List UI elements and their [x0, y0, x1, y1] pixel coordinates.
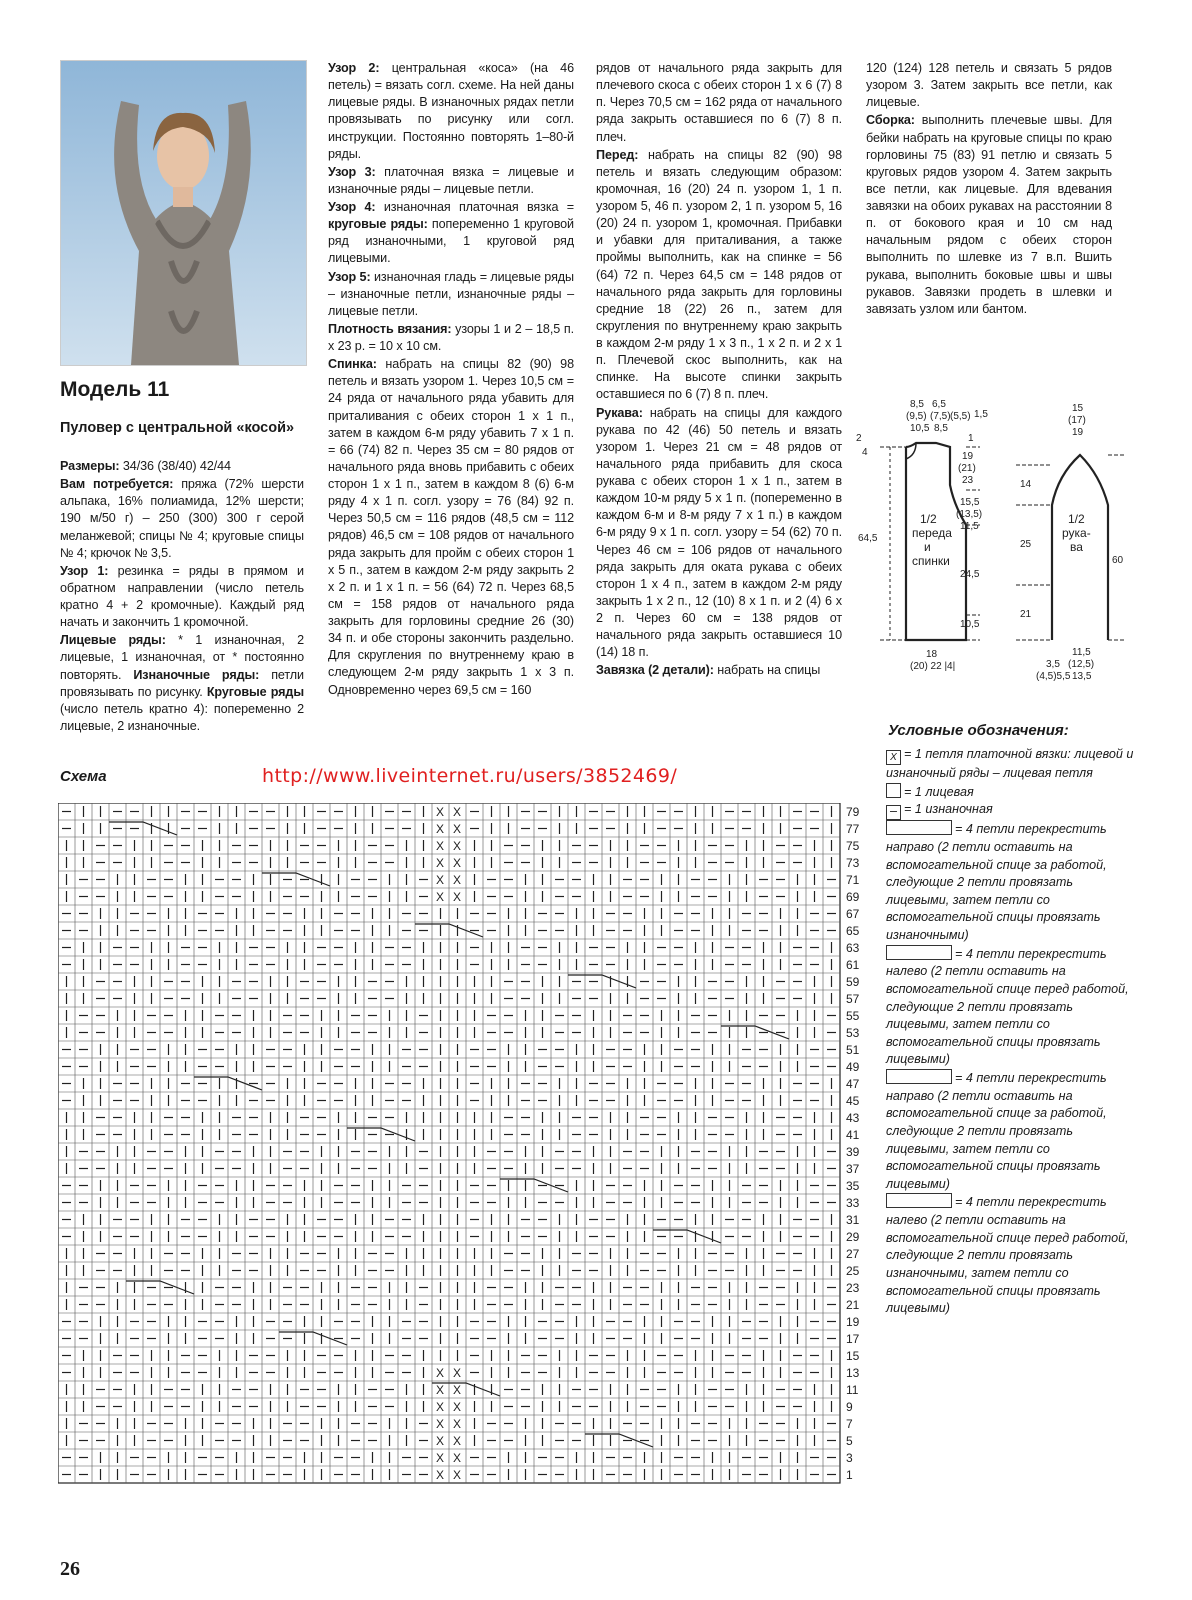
- row-number: 29: [846, 1230, 860, 1244]
- row-number: 13: [846, 1366, 860, 1380]
- dim-label: 15,5: [960, 497, 980, 508]
- chart-x-stitch: X: [453, 1468, 462, 1482]
- row-number: 27: [846, 1247, 860, 1261]
- piece-label: и: [924, 540, 931, 554]
- chart-x-stitch: X: [436, 1366, 445, 1380]
- model-title: Модель 11: [60, 378, 170, 401]
- legend-item-knit: = 1 лицевая: [886, 783, 1136, 802]
- col1-para: Размеры: 34/36 (38/40) 42/44: [60, 459, 231, 473]
- row-number: 65: [846, 924, 860, 938]
- text-column-2: Узор 2: центральная «коса» (на 46 петель) = вязать согл. схеме. На ней даны лицевые ряды. В изнаночных рядах петли провязывать по рисунку или согл. инструкции. Постоянно повторять 1–80-й ряды. Узор 3: платочная вязка = лицевые и изнаночные ряды – лицевые петли. Узор 4: изнаночная платочная вязка = круговые ряды: попеременно 1 круговой ряд изнаночными, 1 круговой ряд лицевыми. Узор 5: изнаночная гладь = лицевые ряды – изнаночные петли, изнаночные ряды – лицевые петли. Плотность вязания: узоры 1 и 2 – 18,5 п. x 23 р. = 10 x 10 см. Спинка: набрать на спицы 82 (90) 98 петель и вязать узором 1. Через 10,5 см = 24 ряда от начального ряда убавить для приталивания с обеих сторон 1 x 1 п., затем в каждом 6-м ряду убавить 7 x 1 п. = 66 (74) 82 п. Через 35 см = 80 рядов от начального ряда вновь прибавить с обеих сторон 1 x 1 п., затем в каждом 8 (6) 6-м ряду 4 x 1 п. согл. узору = 76 (84) 92 п. Через 50,5 см = 116 рядов (48,5 см = 112 рядов) 46,5 см = 108 рядов от начального ряда закрыть для пройм с обеих сторон 1 x 5 п., затем в каждом 2-м ряду закрыть 2 x 2 п. и 1 x 1 п. = 56 (64) 72 п. Через 68,5 см = 158 рядов от начального ряда закрыть для горловины средние 26 (30) 34 п. и обе стороны закончить раздельно. Для скругления по внутреннему краю в следующем 2-м ряду закрыть 1 x 3 п. Одновременно через 69,5 см = 160: [328, 61, 575, 697]
- dim-label: (12,5): [1068, 659, 1095, 670]
- row-number: 37: [846, 1162, 860, 1176]
- chart-x-stitch: X: [436, 856, 445, 870]
- chart-x-stitch: X: [436, 839, 445, 853]
- row-number: 61: [846, 958, 860, 972]
- row-number: 77: [846, 822, 860, 836]
- schema-label: Схема: [60, 768, 107, 785]
- page-number: 26: [60, 1558, 80, 1580]
- chart-x-stitch: X: [453, 1383, 462, 1397]
- pattern-diagram: [850, 395, 1140, 695]
- chart-x-stitch: X: [453, 822, 462, 836]
- model-subtitle: Пуловер с центральной «косой»: [60, 420, 295, 436]
- dim-label: 8,5: [910, 399, 924, 410]
- row-number: 3: [846, 1451, 853, 1465]
- col1-para: Вам потребуется: пряжа (72% шерсти альпака, 16% полиамида, 12% шерсти; 190 м/50 г) – 250 (300) 300 г серой меланжевой; спицы № 4; круговые спицы № 4; крючок № 3,5.: [60, 477, 304, 560]
- row-number: 79: [846, 805, 860, 819]
- legend-title: Условные обозначения:: [888, 722, 1069, 739]
- row-number: 33: [846, 1196, 860, 1210]
- knit-stitch-icon: [886, 783, 901, 798]
- row-number: 73: [846, 856, 860, 870]
- row-number: 17: [846, 1332, 860, 1346]
- cable-right-knit-icon: [886, 1069, 952, 1084]
- row-number: 25: [846, 1264, 860, 1278]
- text-column-1: [60, 458, 304, 736]
- row-number: 69: [846, 890, 860, 904]
- row-number: 11: [846, 1383, 859, 1397]
- dim-label: (5,5): [950, 411, 971, 422]
- row-number: 49: [846, 1060, 860, 1074]
- dim-label: 10,5: [910, 423, 930, 434]
- row-number: 5: [846, 1434, 853, 1448]
- chart-x-stitch: X: [436, 1434, 445, 1448]
- row-number: 43: [846, 1111, 860, 1125]
- dim-label: 21: [1020, 609, 1032, 620]
- row-number: 47: [846, 1077, 860, 1091]
- dim-label: 11,5: [960, 521, 979, 532]
- dim-label: 14: [1020, 479, 1032, 490]
- chart-x-stitch: X: [436, 822, 445, 836]
- chart-x-stitch: X: [436, 1383, 445, 1397]
- chart-x-stitch: X: [453, 873, 462, 887]
- row-number: 9: [846, 1400, 853, 1414]
- piece-label: 1/2: [1068, 512, 1085, 526]
- model-photo: [60, 60, 307, 366]
- dim-label: 4: [862, 447, 868, 458]
- row-number: 1: [846, 1468, 853, 1482]
- legend-item-cable-2: = 4 петли перекрестить налево (2 петли оставить на вспомогательной спице перед работой, следующие 2 петли провязать лицевыми, затем петли со вспомогательной спицы провязать лицевыми): [886, 946, 1129, 1067]
- dim-label: (4,5)5,5: [1036, 671, 1071, 682]
- dim-label: 6,5: [932, 399, 946, 410]
- legend-item-garter: X = 1 петля платочной вязки: лицевой и изнаночный ряды – лицевая петля: [886, 747, 1134, 780]
- body-piece-outline: [906, 443, 966, 640]
- row-number: 15: [846, 1349, 860, 1363]
- purl-stitch-icon: –: [886, 805, 901, 820]
- chart-x-stitch: X: [436, 873, 445, 887]
- chart-x-stitch: X: [436, 1468, 445, 1482]
- row-number: 57: [846, 992, 860, 1006]
- cable-left-purl-icon: [886, 1193, 952, 1208]
- legend-item-cable-3: = 4 петли перекрестить направо (2 петли оставить на вспомогательной спице за работой, следующие 2 петли провязать лицевыми, затем петли со вспомогательной спицы провязать лицевыми): [886, 1071, 1107, 1191]
- chart-x-stitch: X: [453, 890, 462, 904]
- row-number: 63: [846, 941, 860, 955]
- dim-label: (13,5): [956, 509, 983, 520]
- dim-label: (17): [1068, 415, 1086, 426]
- chart-x-stitch: X: [436, 1400, 445, 1414]
- dim-label: 1: [968, 433, 974, 444]
- piece-label: переда: [912, 526, 952, 540]
- dim-label: (20) 22 |4|: [910, 661, 956, 672]
- dim-label: 19: [1072, 427, 1084, 438]
- row-number: 39: [846, 1145, 860, 1159]
- chart-x-stitch: X: [453, 1400, 462, 1414]
- row-number: 53: [846, 1026, 860, 1040]
- row-number: 31: [846, 1213, 860, 1227]
- chart-x-stitch: X: [453, 1451, 462, 1465]
- dim-label: 11,5: [1072, 647, 1091, 658]
- dim-label: 24,5: [960, 569, 980, 580]
- piece-label: рука-: [1062, 526, 1091, 540]
- row-number: 41: [846, 1128, 860, 1142]
- dim-label: 8,5: [934, 423, 948, 434]
- legend-item-purl: – = 1 изнаночная: [886, 801, 1136, 820]
- text-column-3: рядов от начального ряда закрыть для плечевого скоса с обеих сторон 1 x 6 (7) 8 п. Через 70,5 см = 162 ряда от начального ряда закрыть оставшиеся по 6 (7) 8 п. плеч. Перед: набрать на спицы 82 (90) 98 петель и вязать следующим образом: кромочная, 16 (20) 24 п. узором 1, 1 п. узором 5, 46 п. узором 2, 1 п. узором 5, 16 (20) 24 п. узором 1, кромочная. Прибавки и убавки для приталивания, а также проймы выполнить, как на спинке = 56 (64) 72 п. Через 64,5 см = 148 рядов от начального ряда закрыть для горловины средние 18 (22) 26 п., затем для скругления по внутреннему краю закрыть в каждом 2-м ряду 1 x 3 п., 1 x 2 п. и 2 x 1 п. Плечевой скос выполнить, как на спинке. На высоте спинки закрыть оставшиеся по 6 (7) 8 п. плеч. Рукава: набрать на спицы для каждого рукава по 42 (46) 50 петель и вязать узором 1. Через 21 см = 48 рядов от начального ряда прибавить для скоса рукава с обеих сторон 1 x 1 п., затем в каждом 10-м ряду 5 x 1 п. (попеременно в каждом 6-м и 8-м ряду 7 x 1 п.) в каждом 6-м ряду 9 x 1 п. согл. узору = 54 (62) 70 п. Через 46 см = 106 рядов от начального ряда закрыть для оката рукава с обеих сторон 1 x 4 п., затем в каждом 2-м ряду закрыть 1 x 2 п., 12 (10) 8 x 1 п. и 2 (4) 6 x 2 п. Через 60 см = 138 рядов от начального ряда закрыть оставшиеся 10 (14) 18 п. Завязка (2 детали): набрать на спицы: [596, 61, 842, 678]
- row-number: 67: [846, 907, 860, 921]
- chart-x-stitch: X: [453, 1366, 462, 1380]
- knitting-chart: [58, 803, 878, 1495]
- chart-x-stitch: X: [453, 839, 462, 853]
- row-number: 23: [846, 1281, 860, 1295]
- chart-x-stitch: X: [436, 805, 445, 819]
- dim-label: 64,5: [858, 533, 878, 544]
- legend-item-cable-4: = 4 петли перекрестить налево (2 петли оставить на вспомогательной спице перед работой, следующие 2 петли провязать изнаночными, затем петли со вспомогательной спицы провязать лицевыми): [886, 1195, 1129, 1316]
- cable-right-purl-icon: [886, 820, 952, 835]
- dim-label: (9,5): [906, 411, 927, 422]
- dim-label: 10,5: [960, 619, 980, 630]
- chart-x-stitch: X: [453, 1417, 462, 1431]
- model-photo-illustration: [61, 61, 306, 365]
- dim-label: 23: [962, 475, 974, 486]
- dim-label: 1,5: [974, 409, 988, 420]
- row-number: 35: [846, 1179, 860, 1193]
- dim-label: 60: [1112, 555, 1124, 566]
- dim-label: (7,5): [930, 411, 951, 422]
- col1-para: Лицевые ряды: * 1 изнаночная, 2 лицевые, 1 изнаночная, от * постоянно повторять. Изнаночные ряды: петли провязывать по рисунку. Круговые ряды (число петель кратно 4): попеременно 2 лицевые, 2 изнаночные.: [60, 633, 304, 733]
- piece-label: 1/2: [920, 512, 937, 526]
- source-url: http://www.liveinternet.ru/users/3852469/: [262, 765, 678, 787]
- dim-label: 13,5: [1072, 671, 1092, 682]
- chart-x-stitch: X: [436, 890, 445, 904]
- chart-x-stitch: X: [453, 856, 462, 870]
- row-number: 71: [846, 873, 860, 887]
- piece-label: ва: [1070, 540, 1083, 554]
- row-number: 59: [846, 975, 860, 989]
- row-number: 75: [846, 839, 860, 853]
- dim-label: 19: [962, 451, 974, 462]
- row-number: 7: [846, 1417, 853, 1431]
- dim-label: (21): [958, 463, 976, 474]
- text-column-4: 120 (124) 128 петель и связать 5 рядов узором 3. Затем закрыть все петли, как лицевые. Сборка: выполнить плечевые швы. Для бейки набрать на круговые спицы по краю горловины 75 (83) 91 петлю и связать 5 круговых рядов узором 4. Затем закрыть все петли, как лицевые. Для вдевания завязки на обоих рукавах на расстоянии 8 п. от бокового края и 10 см над начальным рядом с обеих сторон выполнить по шлевке из 7 в.п. Вшить рукава, выполнить боковые швы и швы рукавов. Завязки продеть в шлевки и завязать узлом или бантом.: [866, 61, 1112, 316]
- chart-x-stitch: X: [436, 1451, 445, 1465]
- garter-stitch-icon: X: [886, 750, 901, 765]
- row-number: 45: [846, 1094, 860, 1108]
- piece-label: спинки: [912, 554, 950, 568]
- chart-x-stitch: X: [453, 805, 462, 819]
- row-number: 51: [846, 1043, 860, 1057]
- chart-x-stitch: X: [436, 1417, 445, 1431]
- row-number: 19: [846, 1315, 860, 1329]
- dim-label: 3,5: [1046, 659, 1060, 670]
- dim-label: 25: [1020, 539, 1032, 550]
- dim-label: 2: [856, 433, 862, 444]
- row-number: 55: [846, 1009, 860, 1023]
- legend: [886, 746, 1136, 1318]
- cable-left-knit-icon: [886, 945, 952, 960]
- row-number: 21: [846, 1298, 860, 1312]
- legend-item-cable-1: = 4 петли перекрестить направо (2 петли оставить на вспомогательной спице за работой, следующие 2 петли провязать лицевыми, затем петли со вспомогательной спицы провязать изнаночными): [886, 822, 1107, 942]
- dim-label: 18: [926, 649, 938, 660]
- chart-x-stitch: X: [453, 1434, 462, 1448]
- dim-label: 15: [1072, 403, 1084, 414]
- col1-para: Узор 1: резинка = ряды в прямом и обратном направлении (число петель кратно 4 + 2 кромочные). Каждый ряд начать и закончить 1 кромочной.: [60, 563, 304, 630]
